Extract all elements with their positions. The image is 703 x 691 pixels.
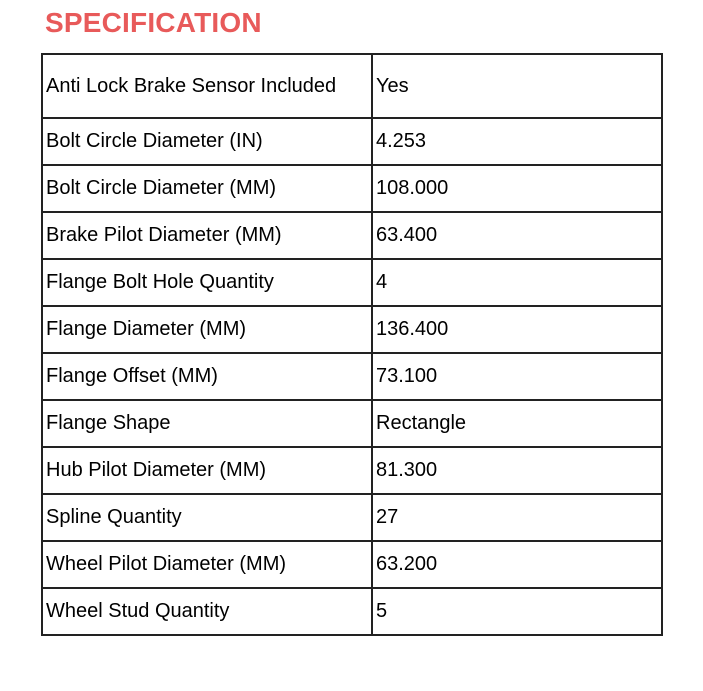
spec-value: 136.400 xyxy=(372,306,662,353)
spec-value: 63.200 xyxy=(372,541,662,588)
spec-value: 4.253 xyxy=(372,118,662,165)
table-row xyxy=(42,353,662,400)
spec-label: Wheel Stud Quantity xyxy=(42,588,372,635)
spec-label: Flange Bolt Hole Quantity xyxy=(42,259,372,306)
spec-label: Wheel Pilot Diameter (MM) xyxy=(42,541,372,588)
spec-value: 108.000 xyxy=(372,165,662,212)
page-title: SPECIFICATION xyxy=(45,7,262,38)
table-row xyxy=(42,306,662,353)
table-row xyxy=(42,165,662,212)
table-row xyxy=(42,447,662,494)
spec-label: Bolt Circle Diameter (MM) xyxy=(42,165,372,212)
table-row xyxy=(42,400,662,447)
table-row xyxy=(42,541,662,588)
spec-label: Hub Pilot Diameter (MM) xyxy=(42,447,372,494)
table-row xyxy=(42,212,662,259)
spec-value: 63.400 xyxy=(372,212,662,259)
table-row xyxy=(42,259,662,306)
spec-label: Anti Lock Brake Sensor Included xyxy=(42,54,372,118)
spec-value: 5 xyxy=(372,588,662,635)
spec-value: 73.100 xyxy=(372,353,662,400)
table-row xyxy=(42,494,662,541)
spec-label: Flange Shape xyxy=(42,400,372,447)
spec-value: Rectangle xyxy=(372,400,662,447)
spec-value: 4 xyxy=(372,259,662,306)
table-row xyxy=(42,588,662,635)
spec-label: Flange Offset (MM) xyxy=(42,353,372,400)
table-row xyxy=(42,54,662,118)
spec-table xyxy=(41,53,663,636)
table-row xyxy=(42,118,662,165)
spec-label: Flange Diameter (MM) xyxy=(42,306,372,353)
spec-label: Spline Quantity xyxy=(42,494,372,541)
spec-label: Bolt Circle Diameter (IN) xyxy=(42,118,372,165)
spec-table-body xyxy=(42,54,662,635)
spec-label: Brake Pilot Diameter (MM) xyxy=(42,212,372,259)
spec-value: 81.300 xyxy=(372,447,662,494)
spec-value: 27 xyxy=(372,494,662,541)
spec-value: Yes xyxy=(372,54,662,118)
